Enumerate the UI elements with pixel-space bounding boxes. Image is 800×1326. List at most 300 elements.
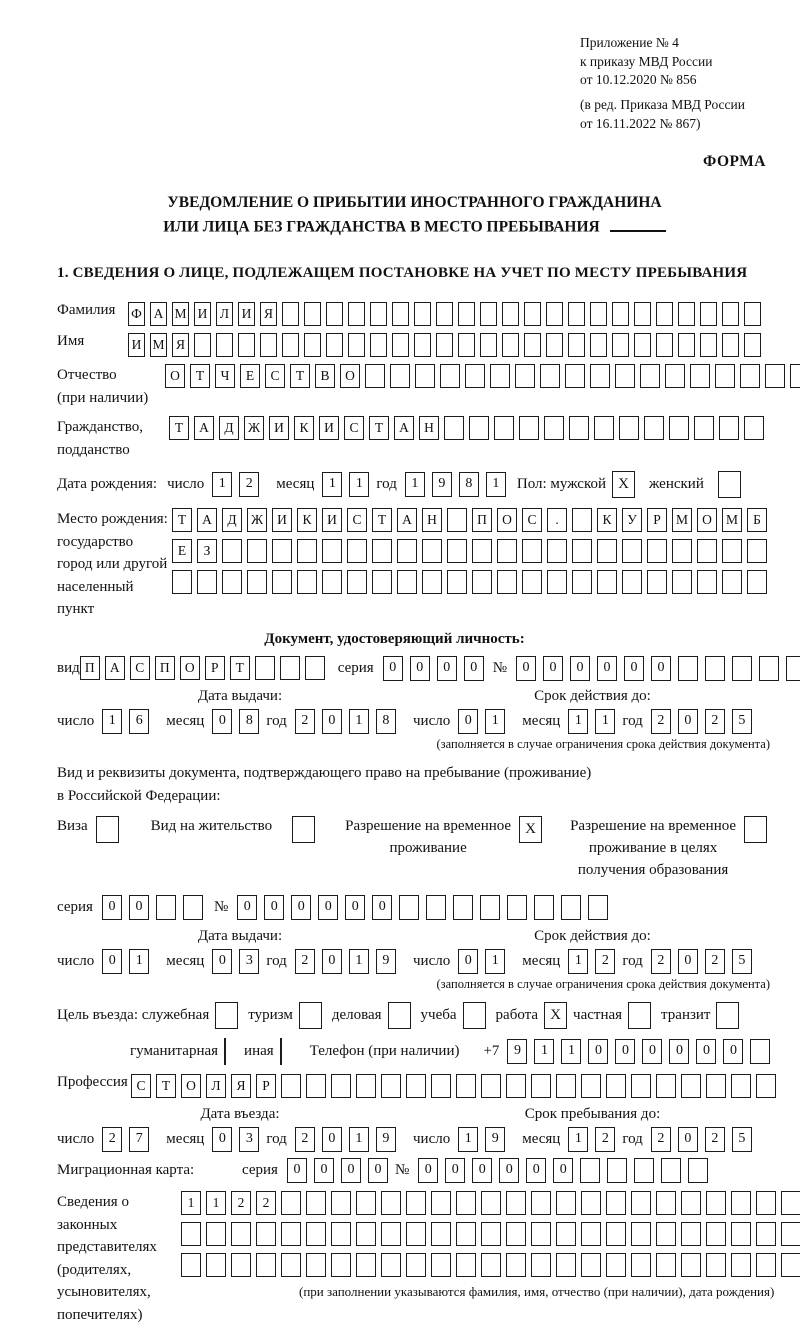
- char-cell[interactable]: [456, 1191, 476, 1215]
- char-cell[interactable]: А: [394, 416, 414, 440]
- char-cell[interactable]: К: [297, 508, 317, 532]
- char-cell[interactable]: П: [155, 656, 175, 680]
- char-cell[interactable]: [365, 364, 385, 388]
- char-cell[interactable]: 0: [102, 895, 122, 920]
- char-cell[interactable]: [556, 1222, 576, 1246]
- char-cell[interactable]: [392, 302, 409, 326]
- char-cell[interactable]: М: [722, 508, 742, 532]
- char-cell[interactable]: [568, 302, 585, 326]
- char-cell[interactable]: [540, 364, 560, 388]
- char-cell[interactable]: [524, 302, 541, 326]
- char-cell[interactable]: К: [294, 416, 314, 440]
- char-cell[interactable]: А: [197, 508, 217, 532]
- char-cell[interactable]: [447, 539, 467, 563]
- char-cell[interactable]: 3: [239, 1127, 259, 1152]
- char-cell[interactable]: [581, 1074, 601, 1098]
- char-cell[interactable]: 0: [341, 1158, 361, 1183]
- char-cell[interactable]: 2: [239, 472, 259, 497]
- char-cell[interactable]: И: [322, 508, 342, 532]
- char-cell[interactable]: [507, 895, 527, 920]
- char-cell[interactable]: [422, 570, 442, 594]
- char-cell[interactable]: [781, 1222, 800, 1246]
- char-cell[interactable]: [612, 333, 629, 357]
- char-cell[interactable]: [422, 539, 442, 563]
- char-cell[interactable]: [481, 1253, 501, 1277]
- char-cell[interactable]: [706, 1253, 726, 1277]
- char-cell[interactable]: Р: [205, 656, 225, 680]
- char-cell[interactable]: 0: [212, 949, 232, 974]
- char-cell[interactable]: [256, 1222, 276, 1246]
- char-cell[interactable]: 0: [553, 1158, 573, 1183]
- char-cell[interactable]: [722, 570, 742, 594]
- char-cell[interactable]: 0: [570, 656, 590, 681]
- char-cell[interactable]: [731, 1222, 751, 1246]
- char-cell[interactable]: И: [272, 508, 292, 532]
- char-cell[interactable]: [556, 1191, 576, 1215]
- char-cell[interactable]: [719, 416, 739, 440]
- char-cell[interactable]: 0: [678, 709, 698, 734]
- char-cell[interactable]: [281, 1222, 301, 1246]
- char-cell[interactable]: М: [672, 508, 692, 532]
- char-cell[interactable]: [436, 333, 453, 357]
- char-cell[interactable]: 1: [102, 709, 122, 734]
- char-cell[interactable]: 0: [287, 1158, 307, 1183]
- char-cell[interactable]: [231, 1222, 251, 1246]
- char-cell[interactable]: [436, 302, 453, 326]
- sex-male-checkbox[interactable]: X: [612, 471, 635, 498]
- purpose-humanitarian-checkbox[interactable]: [224, 1038, 226, 1065]
- char-cell[interactable]: [594, 416, 614, 440]
- char-cell[interactable]: [547, 539, 567, 563]
- char-cell[interactable]: [480, 895, 500, 920]
- char-cell[interactable]: [606, 1191, 626, 1215]
- char-cell[interactable]: С: [265, 364, 285, 388]
- char-cell[interactable]: 2: [295, 709, 315, 734]
- char-cell[interactable]: 0: [678, 1127, 698, 1152]
- char-cell[interactable]: 1: [485, 949, 505, 974]
- char-cell[interactable]: 0: [314, 1158, 334, 1183]
- char-cell[interactable]: 1: [458, 1127, 478, 1152]
- char-cell[interactable]: Т: [290, 364, 310, 388]
- char-cell[interactable]: 0: [458, 709, 478, 734]
- char-cell[interactable]: [256, 1253, 276, 1277]
- char-cell[interactable]: 0: [445, 1158, 465, 1183]
- char-cell[interactable]: [781, 1191, 800, 1215]
- char-cell[interactable]: Е: [172, 539, 192, 563]
- char-cell[interactable]: [634, 302, 651, 326]
- char-cell[interactable]: [644, 416, 664, 440]
- char-cell[interactable]: [656, 333, 673, 357]
- char-cell[interactable]: [619, 416, 639, 440]
- char-cell[interactable]: [750, 1039, 770, 1064]
- char-cell[interactable]: Д: [219, 416, 239, 440]
- purpose-tourism-checkbox[interactable]: [299, 1002, 322, 1029]
- char-cell[interactable]: [759, 656, 779, 681]
- char-cell[interactable]: 0: [237, 895, 257, 920]
- char-cell[interactable]: Н: [422, 508, 442, 532]
- char-cell[interactable]: [481, 1074, 501, 1098]
- char-cell[interactable]: 1: [486, 472, 506, 497]
- char-cell[interactable]: М: [172, 302, 189, 326]
- char-cell[interactable]: [688, 1158, 708, 1183]
- char-cell[interactable]: 1: [129, 949, 149, 974]
- char-cell[interactable]: [546, 302, 563, 326]
- char-cell[interactable]: [572, 508, 592, 532]
- char-cell[interactable]: Т: [169, 416, 189, 440]
- char-cell[interactable]: [406, 1191, 426, 1215]
- char-cell[interactable]: [406, 1074, 426, 1098]
- char-cell[interactable]: Ч: [215, 364, 235, 388]
- char-cell[interactable]: С: [130, 656, 150, 680]
- temp-residence-education-checkbox[interactable]: [744, 816, 767, 843]
- char-cell[interactable]: [304, 333, 321, 357]
- char-cell[interactable]: [502, 333, 519, 357]
- char-cell[interactable]: [656, 1074, 676, 1098]
- char-cell[interactable]: [561, 895, 581, 920]
- char-cell[interactable]: [306, 1191, 326, 1215]
- char-cell[interactable]: [634, 333, 651, 357]
- char-cell[interactable]: [506, 1074, 526, 1098]
- char-cell[interactable]: [356, 1191, 376, 1215]
- char-cell[interactable]: Ж: [244, 416, 264, 440]
- char-cell[interactable]: [272, 570, 292, 594]
- char-cell[interactable]: 0: [410, 656, 430, 681]
- char-cell[interactable]: [706, 1191, 726, 1215]
- char-cell[interactable]: [306, 1222, 326, 1246]
- char-cell[interactable]: О: [697, 508, 717, 532]
- char-cell[interactable]: [656, 1253, 676, 1277]
- char-cell[interactable]: [247, 539, 267, 563]
- char-cell[interactable]: 0: [458, 949, 478, 974]
- char-cell[interactable]: [406, 1222, 426, 1246]
- char-cell[interactable]: 9: [376, 949, 396, 974]
- char-cell[interactable]: [331, 1222, 351, 1246]
- char-cell[interactable]: [481, 1222, 501, 1246]
- char-cell[interactable]: [581, 1191, 601, 1215]
- char-cell[interactable]: [556, 1074, 576, 1098]
- char-cell[interactable]: [297, 539, 317, 563]
- char-cell[interactable]: [356, 1253, 376, 1277]
- char-cell[interactable]: Т: [230, 656, 250, 680]
- char-cell[interactable]: [634, 1158, 654, 1183]
- char-cell[interactable]: М: [150, 333, 167, 357]
- char-cell[interactable]: [700, 333, 717, 357]
- char-cell[interactable]: [282, 302, 299, 326]
- char-cell[interactable]: О: [497, 508, 517, 532]
- char-cell[interactable]: 8: [239, 709, 259, 734]
- char-cell[interactable]: [222, 570, 242, 594]
- char-cell[interactable]: И: [194, 302, 211, 326]
- char-cell[interactable]: [497, 570, 517, 594]
- char-cell[interactable]: [281, 1074, 301, 1098]
- char-cell[interactable]: [647, 570, 667, 594]
- char-cell[interactable]: 0: [624, 656, 644, 681]
- char-cell[interactable]: 0: [499, 1158, 519, 1183]
- char-cell[interactable]: [440, 364, 460, 388]
- char-cell[interactable]: [672, 539, 692, 563]
- char-cell[interactable]: [705, 656, 725, 681]
- char-cell[interactable]: А: [397, 508, 417, 532]
- char-cell[interactable]: [453, 895, 473, 920]
- char-cell[interactable]: [697, 570, 717, 594]
- char-cell[interactable]: [348, 302, 365, 326]
- char-cell[interactable]: [731, 1074, 751, 1098]
- char-cell[interactable]: [631, 1222, 651, 1246]
- char-cell[interactable]: Б: [747, 508, 767, 532]
- char-cell[interactable]: [678, 333, 695, 357]
- char-cell[interactable]: [740, 364, 760, 388]
- char-cell[interactable]: [622, 539, 642, 563]
- char-cell[interactable]: З: [197, 539, 217, 563]
- char-cell[interactable]: [615, 364, 635, 388]
- char-cell[interactable]: [304, 302, 321, 326]
- char-cell[interactable]: [506, 1191, 526, 1215]
- char-cell[interactable]: [765, 364, 785, 388]
- char-cell[interactable]: [672, 570, 692, 594]
- char-cell[interactable]: 2: [295, 949, 315, 974]
- char-cell[interactable]: 1: [349, 1127, 369, 1152]
- char-cell[interactable]: [756, 1222, 776, 1246]
- char-cell[interactable]: 0: [437, 656, 457, 681]
- char-cell[interactable]: [297, 570, 317, 594]
- char-cell[interactable]: 0: [526, 1158, 546, 1183]
- char-cell[interactable]: 2: [651, 1127, 671, 1152]
- char-cell[interactable]: [356, 1074, 376, 1098]
- char-cell[interactable]: 2: [295, 1127, 315, 1152]
- char-cell[interactable]: 1: [349, 949, 369, 974]
- char-cell[interactable]: 0: [723, 1039, 743, 1064]
- purpose-private-checkbox[interactable]: [628, 1002, 651, 1029]
- char-cell[interactable]: У: [622, 508, 642, 532]
- char-cell[interactable]: [431, 1191, 451, 1215]
- char-cell[interactable]: В: [315, 364, 335, 388]
- char-cell[interactable]: [597, 539, 617, 563]
- char-cell[interactable]: [372, 570, 392, 594]
- char-cell[interactable]: [744, 416, 764, 440]
- char-cell[interactable]: Д: [222, 508, 242, 532]
- char-cell[interactable]: [456, 1222, 476, 1246]
- char-cell[interactable]: А: [194, 416, 214, 440]
- char-cell[interactable]: [631, 1074, 651, 1098]
- char-cell[interactable]: [524, 333, 541, 357]
- char-cell[interactable]: [282, 333, 299, 357]
- char-cell[interactable]: [631, 1253, 651, 1277]
- char-cell[interactable]: Н: [419, 416, 439, 440]
- char-cell[interactable]: 2: [231, 1191, 251, 1215]
- char-cell[interactable]: 0: [696, 1039, 716, 1064]
- char-cell[interactable]: И: [269, 416, 289, 440]
- char-cell[interactable]: С: [347, 508, 367, 532]
- char-cell[interactable]: [447, 508, 467, 532]
- char-cell[interactable]: [431, 1222, 451, 1246]
- char-cell[interactable]: 1: [206, 1191, 226, 1215]
- char-cell[interactable]: [640, 364, 660, 388]
- char-cell[interactable]: Т: [369, 416, 389, 440]
- purpose-business-checkbox[interactable]: [388, 1002, 411, 1029]
- char-cell[interactable]: 0: [678, 949, 698, 974]
- char-cell[interactable]: 2: [705, 709, 725, 734]
- char-cell[interactable]: 2: [705, 1127, 725, 1152]
- char-cell[interactable]: А: [150, 302, 167, 326]
- char-cell[interactable]: [581, 1253, 601, 1277]
- char-cell[interactable]: 6: [129, 709, 149, 734]
- char-cell[interactable]: [444, 416, 464, 440]
- char-cell[interactable]: 1: [568, 1127, 588, 1152]
- char-cell[interactable]: 0: [543, 656, 563, 681]
- char-cell[interactable]: [597, 570, 617, 594]
- char-cell[interactable]: [481, 1191, 501, 1215]
- purpose-work-checkbox[interactable]: X: [544, 1002, 567, 1029]
- char-cell[interactable]: С: [344, 416, 364, 440]
- char-cell[interactable]: Ж: [247, 508, 267, 532]
- char-cell[interactable]: [280, 656, 300, 680]
- char-cell[interactable]: [669, 416, 689, 440]
- char-cell[interactable]: [706, 1222, 726, 1246]
- char-cell[interactable]: [490, 364, 510, 388]
- char-cell[interactable]: 9: [507, 1039, 527, 1064]
- char-cell[interactable]: [756, 1191, 776, 1215]
- char-cell[interactable]: 0: [418, 1158, 438, 1183]
- char-cell[interactable]: [390, 364, 410, 388]
- char-cell[interactable]: 0: [322, 949, 342, 974]
- char-cell[interactable]: Е: [240, 364, 260, 388]
- char-cell[interactable]: [415, 364, 435, 388]
- char-cell[interactable]: О: [180, 656, 200, 680]
- char-cell[interactable]: 8: [459, 472, 479, 497]
- char-cell[interactable]: [281, 1253, 301, 1277]
- char-cell[interactable]: 0: [472, 1158, 492, 1183]
- char-cell[interactable]: [546, 333, 563, 357]
- char-cell[interactable]: Ф: [128, 302, 145, 326]
- char-cell[interactable]: Я: [260, 302, 277, 326]
- char-cell[interactable]: [606, 1222, 626, 1246]
- char-cell[interactable]: 0: [291, 895, 311, 920]
- char-cell[interactable]: Т: [172, 508, 192, 532]
- char-cell[interactable]: П: [472, 508, 492, 532]
- char-cell[interactable]: [622, 570, 642, 594]
- char-cell[interactable]: 5: [732, 949, 752, 974]
- char-cell[interactable]: [756, 1253, 776, 1277]
- char-cell[interactable]: [260, 333, 277, 357]
- char-cell[interactable]: [306, 1253, 326, 1277]
- char-cell[interactable]: [331, 1191, 351, 1215]
- char-cell[interactable]: 1: [405, 472, 425, 497]
- char-cell[interactable]: [431, 1074, 451, 1098]
- char-cell[interactable]: [255, 656, 275, 680]
- char-cell[interactable]: [700, 302, 717, 326]
- char-cell[interactable]: [732, 656, 752, 681]
- char-cell[interactable]: [647, 539, 667, 563]
- char-cell[interactable]: [631, 1191, 651, 1215]
- char-cell[interactable]: [786, 656, 800, 681]
- char-cell[interactable]: 2: [651, 709, 671, 734]
- char-cell[interactable]: [406, 1253, 426, 1277]
- char-cell[interactable]: 0: [264, 895, 284, 920]
- char-cell[interactable]: [183, 895, 203, 920]
- char-cell[interactable]: Т: [190, 364, 210, 388]
- char-cell[interactable]: [458, 302, 475, 326]
- char-cell[interactable]: И: [238, 302, 255, 326]
- char-cell[interactable]: 1: [349, 472, 369, 497]
- char-cell[interactable]: 0: [669, 1039, 689, 1064]
- char-cell[interactable]: 2: [256, 1191, 276, 1215]
- char-cell[interactable]: [381, 1222, 401, 1246]
- char-cell[interactable]: [281, 1191, 301, 1215]
- char-cell[interactable]: [456, 1074, 476, 1098]
- char-cell[interactable]: 1: [568, 709, 588, 734]
- char-cell[interactable]: 1: [561, 1039, 581, 1064]
- char-cell[interactable]: [397, 570, 417, 594]
- char-cell[interactable]: [731, 1191, 751, 1215]
- char-cell[interactable]: [156, 895, 176, 920]
- char-cell[interactable]: [580, 1158, 600, 1183]
- char-cell[interactable]: [414, 302, 431, 326]
- char-cell[interactable]: [606, 1253, 626, 1277]
- char-cell[interactable]: [381, 1253, 401, 1277]
- char-cell[interactable]: [715, 364, 735, 388]
- char-cell[interactable]: [197, 570, 217, 594]
- char-cell[interactable]: 3: [239, 949, 259, 974]
- char-cell[interactable]: 1: [534, 1039, 554, 1064]
- char-cell[interactable]: [506, 1253, 526, 1277]
- char-cell[interactable]: [790, 364, 800, 388]
- char-cell[interactable]: О: [165, 364, 185, 388]
- char-cell[interactable]: .: [547, 508, 567, 532]
- char-cell[interactable]: [306, 1074, 326, 1098]
- char-cell[interactable]: [568, 333, 585, 357]
- char-cell[interactable]: 0: [588, 1039, 608, 1064]
- char-cell[interactable]: [690, 364, 710, 388]
- char-cell[interactable]: [447, 570, 467, 594]
- char-cell[interactable]: [590, 333, 607, 357]
- char-cell[interactable]: 0: [322, 1127, 342, 1152]
- char-cell[interactable]: [522, 570, 542, 594]
- char-cell[interactable]: [747, 570, 767, 594]
- char-cell[interactable]: [531, 1074, 551, 1098]
- char-cell[interactable]: [206, 1253, 226, 1277]
- char-cell[interactable]: 1: [322, 472, 342, 497]
- char-cell[interactable]: 0: [212, 1127, 232, 1152]
- char-cell[interactable]: [572, 539, 592, 563]
- char-cell[interactable]: [607, 1158, 627, 1183]
- char-cell[interactable]: [581, 1222, 601, 1246]
- char-cell[interactable]: [370, 302, 387, 326]
- char-cell[interactable]: [322, 539, 342, 563]
- char-cell[interactable]: 0: [651, 656, 671, 681]
- char-cell[interactable]: [612, 302, 629, 326]
- char-cell[interactable]: [480, 333, 497, 357]
- char-cell[interactable]: [399, 895, 419, 920]
- char-cell[interactable]: [706, 1074, 726, 1098]
- char-cell[interactable]: [565, 364, 585, 388]
- char-cell[interactable]: 1: [212, 472, 232, 497]
- char-cell[interactable]: [480, 302, 497, 326]
- char-cell[interactable]: [381, 1191, 401, 1215]
- char-cell[interactable]: [678, 656, 698, 681]
- char-cell[interactable]: [347, 570, 367, 594]
- char-cell[interactable]: [678, 302, 695, 326]
- char-cell[interactable]: [231, 1253, 251, 1277]
- char-cell[interactable]: Р: [256, 1074, 276, 1098]
- char-cell[interactable]: С: [131, 1074, 151, 1098]
- char-cell[interactable]: 9: [376, 1127, 396, 1152]
- char-cell[interactable]: [326, 302, 343, 326]
- char-cell[interactable]: [590, 364, 610, 388]
- char-cell[interactable]: [465, 364, 485, 388]
- char-cell[interactable]: [531, 1191, 551, 1215]
- char-cell[interactable]: [556, 1253, 576, 1277]
- char-cell[interactable]: Т: [156, 1074, 176, 1098]
